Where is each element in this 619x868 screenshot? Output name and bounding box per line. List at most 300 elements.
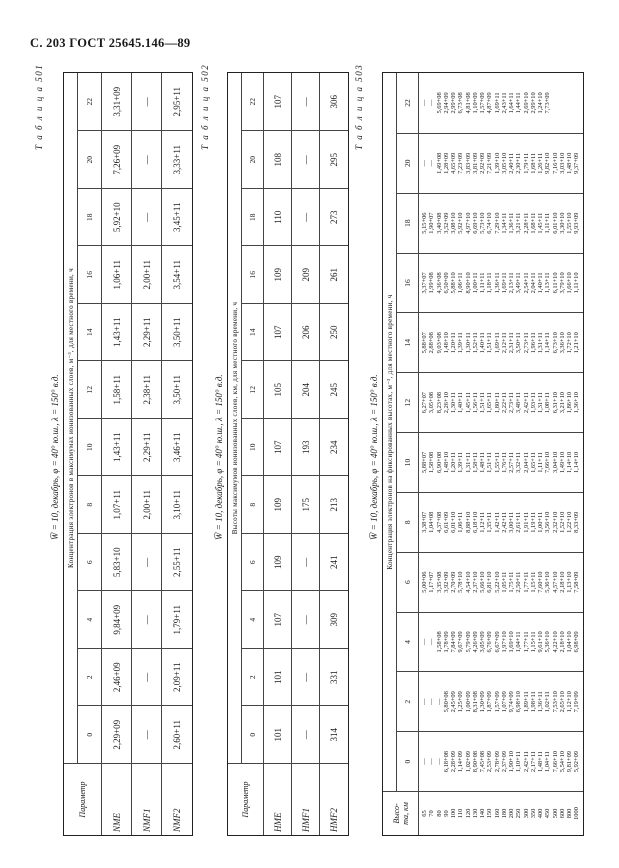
table-cell: 1,45+11 xyxy=(537,212,544,234)
table-cell: 6,73+08 xyxy=(457,92,465,114)
table-cell: 1,11+11 xyxy=(537,452,544,473)
table-cell: 1,39+10 xyxy=(493,152,501,174)
height-value: 90 xyxy=(442,810,450,817)
table-cell: 2,50+11 xyxy=(515,571,523,593)
table-cell: 3,32+11 xyxy=(515,451,523,473)
table-cell: 1,52+11 xyxy=(471,332,479,354)
table-cell: 2,46+09 xyxy=(102,648,132,706)
table-cell: 2,42+11 xyxy=(500,511,508,533)
table-cell: 1,08+11 xyxy=(544,392,552,414)
table-cell: 1,69+10 xyxy=(508,631,515,653)
table-cell: 1,68+11 xyxy=(529,152,537,174)
table-cell: 5,92+10 xyxy=(457,212,465,234)
height-value: 350 xyxy=(529,808,537,819)
table-502-subtitle: W̅ = 10, декабрь, φ = 40° ю.ш., λ = 150° в.д. xyxy=(214,374,224,540)
table-cell: 7,23+09 xyxy=(457,152,465,174)
table-cell: 1,10+09 xyxy=(471,92,479,114)
table-cell: 7,60+10 xyxy=(537,571,544,593)
table-cell: 4,87+09 xyxy=(486,92,494,114)
table-cell: 6,01+10 xyxy=(450,511,457,533)
table-cell: — xyxy=(292,73,320,131)
hour-header: 22 xyxy=(242,73,264,131)
table-cell: 4,65+09 xyxy=(450,152,457,174)
table-cell: 2,09+11 xyxy=(162,648,192,706)
table-cell: 109 xyxy=(264,533,292,591)
row-param-label: NME xyxy=(102,763,132,835)
hour-header: 10 xyxy=(397,432,419,492)
table-cell: 1,34+11 xyxy=(500,212,508,234)
table-cell: — xyxy=(421,698,428,705)
param-header: Параметр xyxy=(228,763,264,835)
value-column xyxy=(419,671,583,731)
table-cell: 2,13+11 xyxy=(508,272,515,294)
table-cell: 6,18+08 xyxy=(442,751,450,773)
table-cell: 3,50+11 xyxy=(162,361,192,419)
hour-header: 16 xyxy=(78,246,102,304)
table-cell: 1,90+07 xyxy=(428,212,436,234)
table-cell: 7,21+09 xyxy=(486,152,494,174)
table-cell: 9,81+09 xyxy=(566,751,573,773)
table-cell: 1,79+11 xyxy=(522,152,530,174)
table-cell: 5,78+10 xyxy=(457,571,465,593)
table-cell: 309 xyxy=(320,591,348,649)
hour-header: 16 xyxy=(242,246,264,304)
table-cell: 6,50+09 xyxy=(442,272,450,294)
table-cell: 107 xyxy=(264,418,292,476)
height-value: 400 xyxy=(537,808,544,819)
table-cell: 2,26+10 xyxy=(442,392,450,414)
table-cell: 3,81+09 xyxy=(471,152,479,174)
table-cell: 5,54+10 xyxy=(558,751,566,773)
table-cell: 5,36+10 xyxy=(544,631,552,653)
table-cell: 7,73+09 xyxy=(544,92,552,114)
table-cell: 1,48+10 xyxy=(566,152,573,174)
table-cell: 9,74+09 xyxy=(508,691,515,713)
table-cell: — xyxy=(132,648,162,706)
table-cell: 7,84+09 xyxy=(450,631,457,653)
table-cell: 1,30+09 xyxy=(479,691,486,713)
table-cell: 108 xyxy=(264,131,292,189)
table-cell: 4,81+08 xyxy=(464,92,472,114)
table-cell: — xyxy=(428,758,436,765)
table-503-caption: Т а б л и ц а 503 xyxy=(354,63,364,150)
table-cell: 1,02+09 xyxy=(464,751,472,773)
hour-header: 6 xyxy=(397,552,419,612)
value-column xyxy=(419,552,583,612)
table-cell: 6,11+10 xyxy=(551,272,559,294)
value-column xyxy=(419,432,583,492)
table-cell: 9,67+09 xyxy=(457,631,465,653)
table-cell: 2,40+11 xyxy=(508,152,515,174)
table-cell: 9,93+09 xyxy=(573,212,581,234)
table-cell: 1,26+11 xyxy=(537,152,544,174)
hour-header: 6 xyxy=(242,533,264,591)
table-cell: 2,54+11 xyxy=(522,272,530,294)
table-cell: 2,29+11 xyxy=(132,303,162,361)
table-cell: 1,58+08 xyxy=(428,451,436,474)
table-cell: 5,88+10 xyxy=(450,272,457,294)
table-cell: 5,92+09 xyxy=(573,751,581,773)
table-501-subtitle: W̅ = 10, декабрь, φ = 40° ю.ш., λ = 150° в.д. xyxy=(50,374,60,540)
table-cell: 3,03+10 xyxy=(558,152,566,174)
table-cell: 2,70+09 xyxy=(450,571,457,593)
table-cell: 2,28+11 xyxy=(522,212,530,234)
table-cell: 1,15+11 xyxy=(529,571,537,593)
table-cell: 3,38+07 xyxy=(421,511,428,533)
hour-header: 20 xyxy=(242,131,264,189)
height-value: 120 xyxy=(464,808,472,819)
hour-header: 10 xyxy=(242,418,264,476)
table-cell: 2,18+10 xyxy=(558,631,566,653)
table-cell: 3,52+09 xyxy=(442,212,450,234)
table-503-subtitle: W̅ = 10, декабрь, φ = 40° ю.ш., λ = 150° в.д. xyxy=(369,374,379,540)
table-cell: 1,31+11 xyxy=(537,332,544,354)
table-cell: 6,18+10 xyxy=(471,511,479,533)
table-cell: 2,29+09 xyxy=(102,706,132,764)
table-cell: 2,95+11 xyxy=(172,87,182,117)
table-cell: 1,00+11 xyxy=(537,511,544,533)
value-column xyxy=(419,372,583,432)
table-cell: 101 xyxy=(264,648,292,706)
table-cell: 2,17+11 xyxy=(529,751,537,773)
table-cell: 2,04+11 xyxy=(529,272,537,294)
table-cell: 8,88+10 xyxy=(464,511,472,533)
table-cell: 9,84+09 xyxy=(102,591,132,649)
table-cell: 1,36+11 xyxy=(537,691,544,713)
table-cell: 9,37+09 xyxy=(573,152,581,174)
table-cell: 1,48+10 xyxy=(442,332,450,354)
hour-header: 16 xyxy=(397,253,419,313)
table-cell: 1,02+11 xyxy=(544,691,552,713)
table-cell: — xyxy=(292,131,320,189)
table-cell: 1,42+11 xyxy=(493,511,501,533)
row-param-label: NMF1 xyxy=(132,763,162,835)
table-cell: 1,30+11 xyxy=(450,392,457,414)
table-cell: 1,20+11 xyxy=(450,451,457,473)
hour-header: 0 xyxy=(78,706,102,764)
height-value: 1000 xyxy=(573,807,581,820)
hour-header: 12 xyxy=(78,361,102,419)
table-cell: 1,40+11 xyxy=(479,332,486,354)
table-502 xyxy=(227,72,349,836)
table-cell: 7,66+10 xyxy=(551,751,559,773)
table-cell: 250 xyxy=(320,303,348,361)
table-cell: 1,99+08 xyxy=(428,272,436,294)
table-cell: 3,21+11 xyxy=(515,212,523,234)
table-cell: 2,43+11 xyxy=(500,92,508,114)
table-cell: — xyxy=(292,533,320,591)
table-cell: 1,11+11 xyxy=(544,212,552,234)
table-cell: 1,56+11 xyxy=(471,392,479,414)
table-cell: 2,65+10 xyxy=(558,691,566,713)
table-cell: — xyxy=(421,99,428,107)
table-cell: — xyxy=(292,706,320,764)
table-cell: — xyxy=(428,698,436,705)
table-cell: 3,10+11 xyxy=(162,476,192,534)
table-cell: 3,56+10 xyxy=(544,511,552,533)
table-cell: 1,13+10 xyxy=(566,571,573,593)
table-cell: 1,51+11 xyxy=(479,392,486,414)
table-cell: 5,73+10 xyxy=(479,212,486,234)
table-cell: — xyxy=(132,73,162,131)
table-cell: — xyxy=(132,706,162,764)
table-cell: 2,29+11 xyxy=(132,418,162,476)
table-cell: 2,99+10 xyxy=(529,92,537,114)
table-cell: 1,49+10 xyxy=(558,451,566,474)
height-value: 500 xyxy=(551,808,559,819)
table-cell: 5,22+10 xyxy=(493,571,501,593)
table-cell: 109 xyxy=(264,246,292,304)
table-cell: 7,66+10 xyxy=(544,451,552,474)
table-cell: 3,33+11 xyxy=(162,131,192,189)
table-cell: 3,40+08 xyxy=(435,212,443,234)
table-cell: 1,11+11 xyxy=(479,272,486,294)
table-cell: 1,07+09 xyxy=(500,691,508,713)
table-cell: 2,00+11 xyxy=(132,246,162,304)
table-cell: 206 xyxy=(292,303,320,361)
value-column xyxy=(419,253,583,313)
hour-header: 22 xyxy=(397,73,419,133)
table-cell: 1,00+09 xyxy=(464,691,472,713)
table-cell: 2,73+11 xyxy=(508,392,515,414)
table-501-caption: Т а б л и ц а 501 xyxy=(34,63,44,150)
table-cell: 3,37+07 xyxy=(421,272,428,294)
table-cell: 5,88+07 xyxy=(421,451,428,474)
table-cell: 1,78+09 xyxy=(442,631,450,653)
table-cell: 1,40+11 xyxy=(537,272,544,294)
table-cell: 1,12+10 xyxy=(566,691,573,713)
table-cell: 2,22+11 xyxy=(500,392,508,414)
table-cell: 261 xyxy=(320,246,348,304)
table-cell: 2,04+11 xyxy=(522,451,530,473)
row-param-label: HMF1 xyxy=(292,763,320,835)
table-cell: — xyxy=(132,131,162,189)
table-cell: 3,05+10 xyxy=(500,152,508,174)
table-cell: 2,92+09 xyxy=(479,152,486,174)
table-cell: 1,22+10 xyxy=(566,511,573,533)
table-cell: 3,36+10 xyxy=(558,332,566,354)
table-cell: — xyxy=(421,638,428,646)
table-cell: 6,31+10 xyxy=(551,392,559,414)
table-cell: 3,48+11 xyxy=(515,392,523,414)
table-cell: 6,01+10 xyxy=(551,212,559,234)
table-cell: 2,42+11 xyxy=(522,392,530,414)
table-cell: 1,65+11 xyxy=(486,392,494,414)
table-cell: 1,06+11 xyxy=(102,246,132,304)
height-header: Высо- та, км xyxy=(383,791,419,835)
table-cell: 245 xyxy=(320,361,348,419)
table-cell: 3,49+11 xyxy=(515,272,523,294)
table-cell: 1,77+11 xyxy=(522,571,530,593)
table-cell: 1,36+10 xyxy=(573,392,581,414)
table-cell: 1,90+10 xyxy=(508,751,515,773)
table-cell: — xyxy=(292,188,320,246)
table-cell: 306 xyxy=(329,95,339,109)
table-cell: 2,69+10 xyxy=(522,92,530,114)
table-cell: 3,04+10 xyxy=(551,451,559,474)
table-cell: 234 xyxy=(320,418,348,476)
table-cell: 1,15+11 xyxy=(529,631,537,653)
table-cell: 1,91+11 xyxy=(522,511,530,533)
value-column xyxy=(419,133,583,193)
hour-header: 18 xyxy=(242,188,264,246)
table-cell: 1,57+09 xyxy=(479,92,486,114)
table-cell: 1,14+10 xyxy=(573,451,581,474)
table-cell: 2,60+11 xyxy=(162,706,192,764)
table-cell: 107 xyxy=(264,591,292,649)
hour-header: 6 xyxy=(78,533,102,591)
table-cell: 1,10+11 xyxy=(515,751,523,773)
table-cell: 1,36+11 xyxy=(508,212,515,234)
table-cell: 1,40+11 xyxy=(457,392,465,414)
table-cell: 6,74+10 xyxy=(486,212,494,234)
table-cell: 107 xyxy=(264,73,292,131)
table-cell: 1,57+09 xyxy=(493,691,501,713)
rotated-page-content xyxy=(30,63,585,840)
table-cell: 2,37+10 xyxy=(471,571,479,593)
table-cell: — xyxy=(428,638,436,646)
table-cell: 8,31+08 xyxy=(471,691,479,713)
table-cell: 3,50+11 xyxy=(515,332,523,354)
group-header: Концентрация электронов на фиксированных высотах, м⁻³, для местного времени, ч xyxy=(383,73,397,791)
table-cell: 1,39+11 xyxy=(457,332,465,354)
table-cell: 3,05+09 xyxy=(479,631,486,653)
table-cell: 101 xyxy=(264,706,292,764)
table-cell: 4,57+10 xyxy=(551,571,559,593)
table-cell: 2,88+08 xyxy=(428,332,436,354)
table-cell: 7,45+08 xyxy=(479,751,486,773)
hour-header: 4 xyxy=(397,612,419,672)
table-cell: 1,13+11 xyxy=(544,272,552,294)
table-cell: 1,44+11 xyxy=(515,92,523,114)
hour-header: 2 xyxy=(242,648,264,706)
group-header: Высоты максимумов ионизованных слоев, км, для местного времени, ч xyxy=(228,73,242,763)
table-cell: 1,51+11 xyxy=(486,332,494,354)
table-cell: 3,92+09 xyxy=(442,571,450,593)
value-column xyxy=(419,312,583,372)
row-param-label: HME xyxy=(264,763,292,835)
table-cell: 1,19+11 xyxy=(529,511,537,533)
table-cell: 1,66+10 xyxy=(566,272,573,294)
table-cell: 1,76+11 xyxy=(500,451,508,473)
table-cell: 1,96+11 xyxy=(529,332,537,354)
table-501 xyxy=(63,72,193,836)
hour-header: 8 xyxy=(242,476,264,534)
table-cell: 105 xyxy=(264,361,292,419)
table-cell: 175 xyxy=(292,476,320,534)
table-cell: 4,97+10 xyxy=(464,212,472,234)
table-cell: 7,16+10 xyxy=(551,152,559,174)
table-cell: 3,54+11 xyxy=(162,246,192,304)
value-column xyxy=(419,73,583,133)
table-cell: 4,54+10 xyxy=(464,571,472,593)
table-cell: 241 xyxy=(320,533,348,591)
hour-header: 20 xyxy=(397,133,419,193)
table-cell: 1,58+08 xyxy=(435,631,443,653)
value-column xyxy=(419,612,583,672)
table-cell: 3,45+11 xyxy=(162,188,192,246)
table-cell: 2,30+11 xyxy=(515,152,523,174)
table-cell: 1,55+11 xyxy=(493,451,501,473)
table-cell: 2,78+09 xyxy=(493,751,501,773)
table-cell: 1,04+08 xyxy=(428,511,436,533)
table-cell: 2,45+09 xyxy=(450,691,457,713)
table-cell: 2,00+11 xyxy=(132,476,162,534)
table-cell: 1,12+11 xyxy=(479,511,486,533)
table-cell: 9,61+10 xyxy=(537,631,544,653)
table-cell: 110 xyxy=(264,188,292,246)
hour-header: 14 xyxy=(397,312,419,372)
hour-header: 8 xyxy=(397,492,419,552)
hour-header: 0 xyxy=(397,731,419,791)
table-cell: 1,98+11 xyxy=(529,691,537,713)
table-cell: 2,28+09 xyxy=(450,751,457,773)
table-cell: 2,61+11 xyxy=(515,511,523,533)
table-cell: 6,67+09 xyxy=(493,631,501,653)
table-cell: 1,48+11 xyxy=(479,451,486,473)
hour-header: 18 xyxy=(397,193,419,253)
table-cell: 1,64+11 xyxy=(508,92,515,114)
height-value: 100 xyxy=(450,808,457,819)
table-cell: 1,30+11 xyxy=(464,332,472,354)
value-column xyxy=(419,731,583,791)
table-cell: 1,80+11 xyxy=(493,392,501,414)
table-cell: 1,87+09 xyxy=(486,691,494,713)
table-cell: 1,04+10 xyxy=(566,631,573,653)
height-value: 130 xyxy=(471,808,479,819)
table-cell: 6,27+07 xyxy=(421,392,428,414)
table-cell: 1,14+09 xyxy=(457,751,465,773)
table-cell: 1,79+11 xyxy=(162,591,192,649)
table-cell: 1,45+11 xyxy=(464,392,472,414)
table-cell: 1,43+11 xyxy=(102,303,132,361)
table-cell: 1,05+11 xyxy=(500,571,508,593)
table-cell: 2,42+11 xyxy=(522,751,530,773)
table-cell: 5,79+09 xyxy=(464,631,472,653)
table-cell: 1,86+10 xyxy=(566,392,573,414)
height-value: 250 xyxy=(515,808,523,819)
table-cell: 5,69+08 xyxy=(435,92,443,114)
table-cell: 1,14+11 xyxy=(544,332,552,354)
page-header: С. 203 ГОСТ 25645.146—89 xyxy=(30,36,191,50)
table-cell: 193 xyxy=(292,418,320,476)
hour-header: 20 xyxy=(78,131,102,189)
table-cell: — xyxy=(132,188,162,246)
table-cell: 1,69+11 xyxy=(493,332,501,354)
table-cell: 5,83+10 xyxy=(102,533,132,591)
table-cell: 1,97+10 xyxy=(500,631,508,653)
hour-header: 8 xyxy=(78,476,102,534)
table-cell: 9,03+08 xyxy=(435,332,443,354)
table-cell: 6,98+09 xyxy=(573,631,581,653)
hour-header: 22 xyxy=(78,73,102,131)
table-cell: — xyxy=(435,698,443,705)
table-cell: 1,93+11 xyxy=(529,392,537,414)
table-cell: 7,58+09 xyxy=(573,571,581,593)
table-cell: 2,55+11 xyxy=(162,533,192,591)
table-cell: — xyxy=(421,758,428,765)
hour-header: 12 xyxy=(242,361,264,419)
table-cell: 107 xyxy=(264,303,292,361)
table-cell: 4,37+08 xyxy=(435,511,443,533)
table-cell: 273 xyxy=(320,188,348,246)
table-cell: 314 xyxy=(320,706,348,764)
height-value: 140 xyxy=(479,808,486,819)
table-cell: 1,39+11 xyxy=(457,451,465,473)
table-cell: 2,94+09 xyxy=(442,92,450,114)
table-cell: 3,50+11 xyxy=(162,303,192,361)
table-cell: 6,73+10 xyxy=(551,332,559,354)
